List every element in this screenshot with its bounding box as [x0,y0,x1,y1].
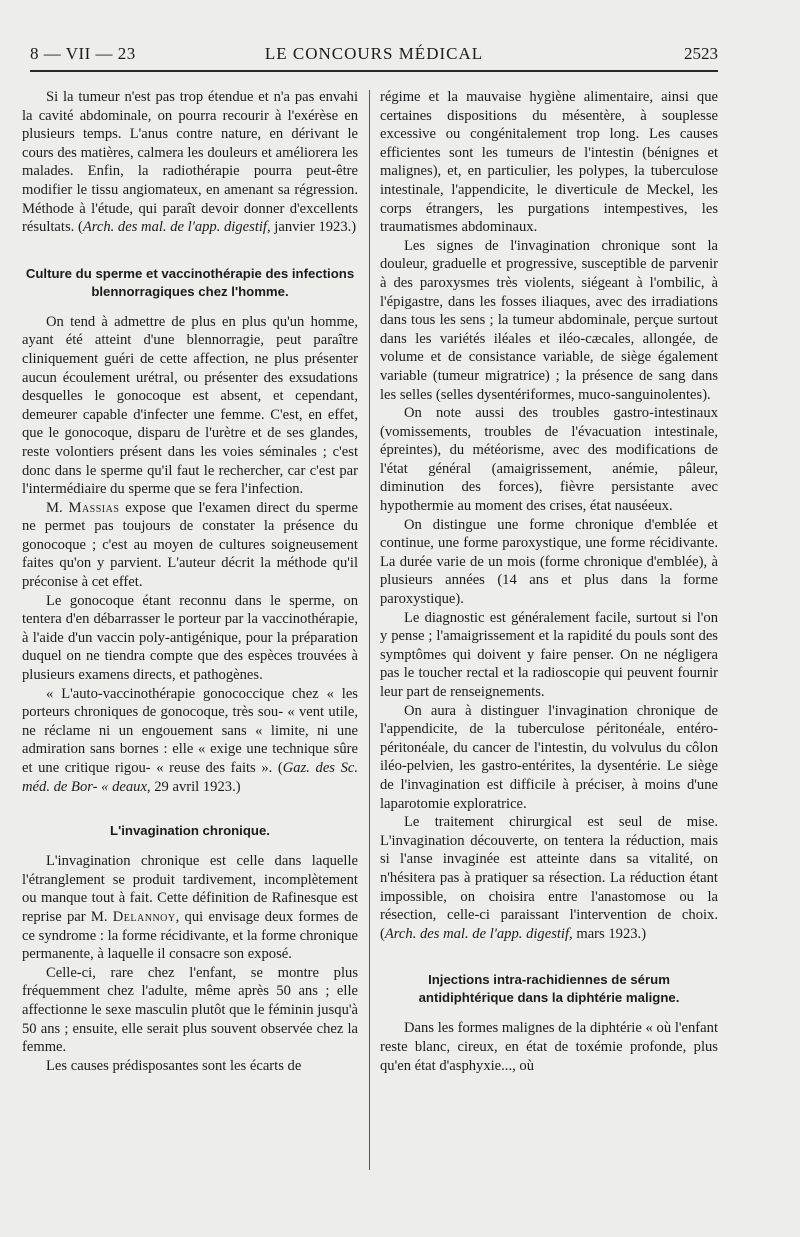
column-divider [369,90,370,1170]
page-header [30,44,718,70]
reference-date: janvier 1923.) [270,219,357,236]
header-rule [30,70,718,72]
paragraph: On aura à distinguer l'invagination chronique de l'appendicite, de la tuberculose péritonéale, entéro-péritonéale, du cancer de l'intestin, du volvulus du côlon iléo-pelvien, les gastro-entérites, la dysentérie. Le siège de l'invagination est difficile à préciser, à moins d'une laparotomie exploratrice. [380,702,718,812]
reference-open: ( [380,925,385,942]
author-name: Massias [68,499,120,516]
quote-text: « L'auto-vaccinothérapie gonococcique chez « les porteurs chroniques de gonocoque, très sou- « vent utile, ne réclame ni un engouement sans « limite, ni une admiration sans bornes : elle « exige une technique sûre et une critique rigou- « reuse des faits ». [22,685,358,776]
paragraph: régime et la mauvaise hygiène alimentaire, ainsi que certaines dispositions du mésentère, à souplesse excessive ou congénitalement trop long. Les causes efficientes sont les tumeurs de l'intestin (bénignes et malignes), et, en particulier, les polypes, la tuberculose intestinale, l'appendicite, le diverticule de Meckel, les corps étrangers, les purgations intempestives, les traumatismes abdominaux. [380,89,718,236]
reference-date: mars 1923.) [572,925,647,942]
section-heading-sperm-culture: Culture du sperme et vaccinothérapie des infections blennorragiques chez l'homme. [25,265,355,299]
reference-date: 29 avril 1923.) [150,778,241,795]
paragraph: Les signes de l'invagination chronique sont la douleur, graduelle et progressive, susceptible de parvenir à des paroxysmes très violents, siégeant à l'ombilic, à l'épigastre, dans les fosses iliaques, avec des irradiations dans tous les sens ; la tumeur abdominale, perçue surtout dans les variétés iléales et iléo-cæcales, allongée, de volume et de consistance variable, de siège également variable (tumeur migratrice) ; la présence de sang dans les selles (selles dysentériformes, muco-sanguinolentes). [380,237,718,403]
paragraph: Celle-ci, rare chez l'enfant, se montre plus fréquemment chez l'adulte, même après 50 ans ; elle affectionne le sexe masculin plutôt que le féminin jusqu'à 50 ans ; ensuite, elle serait plus souvent observée chez la femme. [22,964,358,1056]
paragraph-text: Si la tumeur n'est pas trop étendue et n'a pas envahi la cavité abdominale, on pourra recourir à l'exérèse en plusieurs temps. L'anus contre nature, en dérivant le cours des matières, calmera les douleurs et améliorera les malades. Enfin, la radiothérapie pourra peut-être modifier le tissu angiomateux, en amenant sa régression. Méthode à l'étude, qui paraît devoir donner d'excellents résultats. [22,89,358,236]
reference-open: ( [272,760,283,776]
paragraph: Les causes prédisposantes sont les écarts de [46,1057,302,1074]
paragraph [380,813,718,943]
paragraph-text: L'invagination chronique est celle dans laquelle l'étranglement se produit tardivement, incomplètement ou manque tout à fait. Cette définition de Rafinesque est reprise par M. [22,853,358,925]
section-heading-antidiphtheria-injections: Injections intra-rachidiennes de sérum antidiphtérique dans la diphtérie maligne. [418,972,680,1006]
paragraph: Le diagnostic est généralement facile, surtout si l'on y pense ; l'amaigrissement et la rapidité du pouls sont des symptômes qui doivent y faire penser. On ne négligera pas le toucher rectal et la radioscopie qui peuvent fournir leur part de renseignements. [380,609,718,700]
section-heading-invagination: L'invagination chronique. [110,823,270,839]
right-column [380,88,718,1075]
header-issue: 8 — VII — 23 [30,44,136,63]
paragraph [22,499,358,592]
paragraph: Le gonocoque étant reconnu dans le sperme, on tentera d'en débarrasser le porteur par la vaccinothérapie, à l'aide d'un vaccin poly-antigénique, pour la préparation duquel on ne tiendra compte que des espèces trouvées à plusieurs examens directs, et pathogènes. [22,592,358,684]
header-journal-title: LE CONCOURS MÉDICAL [264,44,484,63]
paragraph [22,88,358,237]
reference-open: ( [74,219,83,236]
paragraph: On tend à admettre de plus en plus qu'un homme, ayant été atteint d'une blennorragie, peut paraître cliniquement guéri de cette affection, ne plus présenter aucun écoulement urétral, ou présenter des exsudations desquelles le gonocoque est absent, et cependant, demeurer capable d'infecter une femme. C'est, en effet, que le gonocoque, disparu de l'urètre et de ses glandes, reste volontiers présent dans les voies séminales ; c'est donc dans le sperme qu'il faut le rechercher, car c'est par l'intermédiaire du sperme que se fera l'infection. [22,313,358,498]
paragraph-text: expose que l'examen direct du sperme ne permet pas toujours de constater la présence du gonocoque ; c'est au moyen de cultures soigneusement faites qu'on y parvient. L'auteur décrit la méthode qu'il préconise à cet effet. [22,499,358,591]
paragraph-text: M. [46,499,69,516]
paragraph-text: , qui envisage deux formes de ce syndrome : la forme récidivante, et la forme chronique permanente, à laquelle il consacre son exposé. [22,908,358,963]
header-page-number: 2523 [684,44,718,63]
paragraph: Dans les formes malignes de la diphtérie « où l'enfant reste blanc, cireux, en état de toxémie profonde, plus qu'en état d'asphyxie..., où [380,1020,718,1074]
paragraph: On distingue une forme chronique d'emblée et continue, une forme paroxystique, une forme récidivante. La durée varie de un mois (forme chronique d'emblée), à plusieurs années (14 ans et plus dans la forme paroxystique). [380,516,718,608]
paragraph: On note aussi des troubles gastro-intestinaux (vomissements, troubles de l'évacuation intestinale, épreintes), du météorisme, avec des modifications de l'état général (amaigrissement, anémie, pâleur, diminution des forces), fièvre persistante avec hypothermie au moment des crises, état nauséeux. [380,405,718,515]
left-column [22,88,358,1075]
author-name: Delannoy [112,908,176,925]
paragraph [22,852,358,964]
paragraph [22,685,358,797]
reference-source: Arch. des mal. de l'app. digestif, [82,219,271,236]
paragraph-text: Le traitement chirurgical est seul de mise. L'invagination découverte, on tentera la réduction, mais si l'anse invaginée est atteinte dans sa vitalité, on n'hésitera pas à pratiquer sa résection. La réduction étant impossible, on choisira entre l'anastomose ou la résection, celle-ci paraissant l'intervention de choix. [380,814,718,924]
reference-source: Gaz. des Sc. méd. de Bor- « deaux, [22,760,358,795]
reference-source: Arch. des mal. de l'app. digestif, [384,925,573,942]
